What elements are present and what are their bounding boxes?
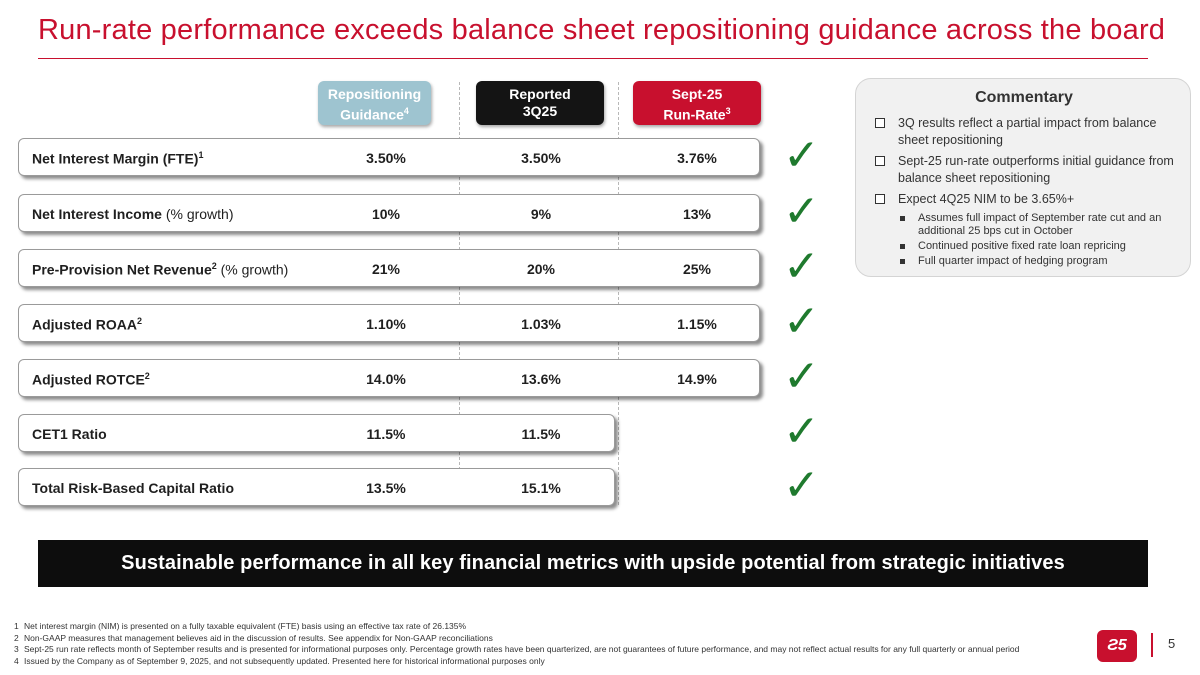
commentary-sub-bullet-text: Continued positive fixed rate loan repricing: [918, 240, 1126, 252]
title-divider: [38, 58, 1148, 59]
column-header-guidance-text: Guidance: [340, 106, 404, 123]
logo-divider: [1151, 633, 1153, 657]
column-header-guidance-line1: Repositioning: [327, 86, 422, 102]
checkmark-icon: ✓: [783, 241, 820, 292]
guidance-value: 10%: [371, 206, 401, 222]
checkbox-bullet-icon: [875, 118, 885, 128]
company-logo: Ƨ5: [1097, 630, 1137, 662]
commentary-title: Commentary: [975, 89, 1073, 106]
metric-label: [32, 150, 203, 167]
metric-name: Total Risk-Based Capital Ratio: [32, 480, 235, 496]
metric-suffix: (% growth): [216, 261, 289, 278]
page-number: 5: [1168, 636, 1176, 651]
square-bullet-icon: [900, 259, 905, 264]
commentary-sub-bullet: [874, 240, 1174, 253]
reported-value: 9%: [530, 206, 552, 222]
metric-row-cet1: [18, 414, 615, 452]
commentary-bullet-text: Expect 4Q25 NIM to be 3.65%+: [898, 192, 1075, 206]
commentary-panel: [855, 78, 1191, 277]
column-header-reported-line1: Reported: [509, 86, 571, 102]
footnote-ref: 2: [211, 261, 217, 271]
summary-banner: Sustainable performance in all key financial metrics with upside potential from strategic initiatives: [38, 540, 1148, 587]
metric-label: [32, 261, 288, 278]
checkbox-bullet-icon: [875, 156, 885, 166]
checkmark-icon: ✓: [783, 186, 820, 237]
footnote-number: 1: [14, 621, 19, 631]
slide-title: Run-rate performance exceeds balance sheet repositioning guidance across the board: [38, 14, 1166, 46]
footnote-text: Sept-25 run rate reflects month of September results and is presented for informational purposes only. Percentage growth rates have been quarterized, are not guarantees of future performance, and may not reflect actual results for any full quarterly or annual period: [24, 644, 1020, 654]
metric-name: Pre-Provision Net Revenue: [32, 261, 212, 278]
footnote-ref: 3: [725, 106, 731, 116]
runrate-value: 13%: [682, 206, 712, 222]
checkmark-icon: ✓: [783, 130, 820, 181]
footnote: [14, 656, 1019, 668]
runrate-value: 3.76%: [677, 150, 717, 166]
column-header-runrate-line1: Sept-25: [671, 86, 723, 102]
runrate-value: 1.15%: [677, 316, 717, 332]
metric-label: [32, 206, 234, 222]
commentary-bullet: [874, 191, 1174, 208]
commentary-bullet: [874, 153, 1174, 187]
checkmark-icon: ✓: [783, 296, 820, 347]
metric-row-nim: [18, 138, 760, 176]
footnote-number: 4: [14, 655, 19, 666]
metric-name: Adjusted ROTCE: [32, 371, 145, 388]
reported-value: 3.50%: [521, 150, 561, 166]
column-header-runrate-line2: [633, 103, 761, 124]
metric-row-roaa: [18, 304, 760, 342]
metric-label: [32, 480, 234, 496]
reported-value: 11.5%: [521, 426, 561, 442]
column-header-runrate: [633, 81, 761, 125]
guidance-value: 11.5%: [366, 426, 406, 442]
footnote-number: 2: [14, 632, 19, 643]
guidance-value: 13.5%: [366, 480, 406, 496]
commentary-bullet: [874, 115, 1174, 149]
commentary-sub-bullet-text: Full quarter impact of hedging program: [918, 255, 1108, 267]
commentary-bullet-text: 3Q results reflect a partial impact from balance sheet repositioning: [898, 116, 1157, 147]
footnote-text: Net interest margin (NIM) is presented on a fully taxable equivalent (FTE) basis using an effective tax rate of 26.135%: [24, 621, 467, 631]
reported-value: 20%: [526, 261, 556, 277]
metric-name: CET1 Ratio: [32, 426, 107, 442]
footnote: [14, 644, 1019, 656]
footnotes: [14, 621, 1019, 667]
metric-name: Net Interest Income: [32, 206, 162, 222]
guidance-value: 21%: [371, 261, 401, 277]
guidance-value: 3.50%: [366, 150, 406, 166]
commentary-bullet-text: Sept-25 run-rate outperforms initial guidance from balance sheet repositioning: [898, 154, 1174, 185]
checkmark-icon: ✓: [783, 406, 820, 457]
metric-label: [32, 371, 150, 388]
metric-row-rotce: [18, 359, 760, 397]
metric-suffix: (% growth): [161, 206, 234, 222]
checkmark-icon: ✓: [783, 460, 820, 511]
commentary-sub-bullet-text: Assumes full impact of September rate cut and an additional 25 bps cut in October: [918, 212, 1162, 237]
metric-name: Adjusted ROAA: [32, 316, 137, 333]
commentary-sub-bullet: [874, 212, 1174, 238]
commentary-sub-bullet: [874, 255, 1174, 268]
checkmark-icon: ✓: [783, 351, 820, 402]
footnote-ref: 4: [403, 106, 409, 116]
column-header-reported-line2: 3Q25: [522, 103, 558, 119]
footnote-text: Issued by the Company as of September 9, 2025, and not subsequently updated. Presented here for historical informational purposes only: [24, 655, 545, 666]
square-bullet-icon: [900, 244, 905, 249]
metric-name: Net Interest Margin (FTE): [32, 150, 199, 167]
footnote: [14, 633, 1019, 645]
metric-label: [32, 316, 142, 333]
metric-label: [32, 426, 107, 442]
metric-row-nii: [18, 194, 760, 232]
footnote-ref: 2: [137, 316, 143, 326]
footnote-number: 3: [14, 644, 19, 654]
footnote-ref: 1: [198, 150, 204, 160]
column-header-reported: [476, 81, 604, 125]
runrate-value: 14.9%: [677, 371, 717, 387]
reported-value: 13.6%: [521, 371, 561, 387]
footnote-ref: 2: [144, 371, 150, 381]
reported-value: 15.1%: [521, 480, 561, 496]
guidance-value: 14.0%: [366, 371, 406, 387]
footnote: [14, 621, 1019, 633]
guidance-value: 1.10%: [366, 316, 406, 332]
column-header-guidance: [318, 81, 431, 125]
metric-row-total-capital: [18, 468, 615, 506]
checkbox-bullet-icon: [875, 194, 885, 204]
runrate-value: 25%: [682, 261, 712, 277]
square-bullet-icon: [900, 216, 905, 221]
column-header-guidance-line2: [318, 103, 431, 124]
footnote-text: Non-GAAP measures that management believes aid in the discussion of results. See appendix for Non-GAAP reconciliations: [24, 632, 493, 643]
metric-row-ppnr: [18, 249, 760, 287]
column-header-runrate-text: Run-Rate: [663, 106, 726, 123]
reported-value: 1.03%: [521, 316, 561, 332]
